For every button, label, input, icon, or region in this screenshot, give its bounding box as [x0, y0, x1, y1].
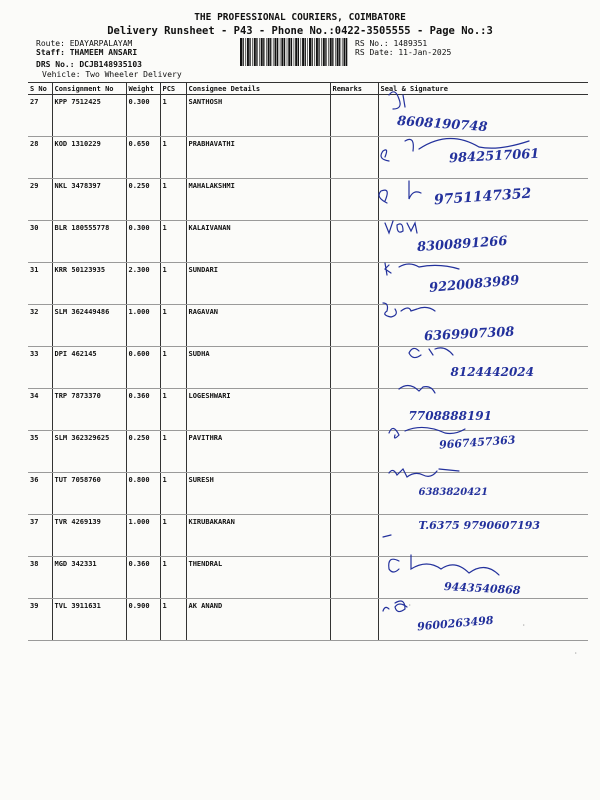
- cell-remarks: [330, 347, 378, 389]
- cell-pcs: 1: [160, 515, 186, 557]
- stray-mark: ·: [574, 650, 578, 657]
- cell-remarks: [330, 431, 378, 473]
- cell-pcs: 1: [160, 599, 186, 641]
- cell-sno: 34: [28, 389, 52, 431]
- cell-sno: 31: [28, 263, 52, 305]
- cell-consignment: TRP 7873370: [52, 389, 126, 431]
- cell-consignee: KIRUBAKARAN: [186, 515, 330, 557]
- cell-consignment: MGD 342331: [52, 557, 126, 599]
- cell-consignee: AK ANAND: [186, 599, 330, 641]
- cell-sno: 32: [28, 305, 52, 347]
- col-pcs: PCS: [160, 83, 186, 95]
- cell-weight: 0.650: [126, 137, 160, 179]
- signature-handwritten-number: 9443540868: [443, 580, 521, 597]
- cell-consignee: PRABHAVATHI: [186, 137, 330, 179]
- cell-remarks: [330, 263, 378, 305]
- col-consignee: Consignee Details: [186, 83, 330, 95]
- table-row: [28, 599, 588, 641]
- cell-weight: 0.600: [126, 347, 160, 389]
- signature-handwritten-number: 9220083989: [428, 273, 520, 296]
- cell-weight: 1.000: [126, 305, 160, 347]
- cell-pcs: 1: [160, 347, 186, 389]
- signature-handwritten-number: 9842517061: [448, 146, 540, 167]
- cell-consignment: BLR 180555778: [52, 221, 126, 263]
- cell-consignee: RAGAVAN: [186, 305, 330, 347]
- vehicle-label: Vehicle: Two Wheeler Delivery: [42, 70, 182, 79]
- cell-weight: 2.300: [126, 263, 160, 305]
- col-remarks: Remarks: [330, 83, 378, 95]
- cell-remarks: [330, 473, 378, 515]
- cell-sno: 35: [28, 431, 52, 473]
- cell-remarks: [330, 305, 378, 347]
- cell-consignment: DPI 462145: [52, 347, 126, 389]
- delivery-table: [28, 82, 588, 641]
- cell-consignee: THENDRAL: [186, 557, 330, 599]
- signature-handwritten-number: 8608190748: [396, 113, 488, 136]
- signature-handwritten-number: T.6375 9790607193: [418, 519, 541, 532]
- cell-consignee: SUNDARI: [186, 263, 330, 305]
- cell-pcs: 1: [160, 389, 186, 431]
- signature-handwritten-number: 6369907308: [423, 324, 515, 345]
- rs-date: RS Date: 11-Jan-2025: [355, 48, 452, 57]
- signature-handwritten-number: 6383820421: [418, 487, 489, 498]
- cell-remarks: [330, 179, 378, 221]
- staff-label: Staff:: [36, 48, 65, 57]
- cell-sno: 39: [28, 599, 52, 641]
- cell-remarks: [330, 599, 378, 641]
- cell-consignee: PAVITHRA: [186, 431, 330, 473]
- cell-sno: 29: [28, 179, 52, 221]
- col-consignment: Consignment No: [52, 83, 126, 95]
- company-name: THE PROFESSIONAL COURIERS, COIMBATORE: [194, 12, 406, 23]
- runsheet-title: Delivery Runsheet - P43 - Phone No.:0422-3505555 - Page No.:3: [107, 25, 493, 37]
- cell-weight: 0.800: [126, 473, 160, 515]
- cell-consignment: KRR 50123935: [52, 263, 126, 305]
- drs-value: DCJB148935103: [79, 60, 142, 69]
- cell-consignee: SANTHOSH: [186, 95, 330, 137]
- cell-sno: 33: [28, 347, 52, 389]
- barcode-icon: [240, 38, 348, 66]
- cell-weight: 0.900: [126, 599, 160, 641]
- rs-number: RS No.: 1489351: [355, 39, 428, 48]
- signature-handwritten-number: 9667457363: [438, 433, 516, 452]
- cell-consignment: TUT 7058760: [52, 473, 126, 515]
- cell-pcs: 1: [160, 557, 186, 599]
- cell-weight: 0.360: [126, 557, 160, 599]
- cell-consignee: MAHALAKSHMI: [186, 179, 330, 221]
- cell-sno: 30: [28, 221, 52, 263]
- cell-weight: 0.250: [126, 179, 160, 221]
- route-label: Route: EDAYARPALAYAM: [36, 39, 133, 48]
- cell-weight: 0.300: [126, 221, 160, 263]
- signature-handwritten-number: 7708888191: [408, 409, 492, 423]
- cell-weight: 0.250: [126, 431, 160, 473]
- staff-line: [36, 48, 137, 57]
- signature-handwritten-number: 8300891266: [416, 233, 508, 256]
- cell-pcs: 1: [160, 95, 186, 137]
- cell-pcs: 1: [160, 221, 186, 263]
- cell-consignee: SUDHA: [186, 347, 330, 389]
- cell-pcs: 1: [160, 179, 186, 221]
- cell-pcs: 1: [160, 473, 186, 515]
- cell-remarks: [330, 221, 378, 263]
- cell-remarks: [330, 557, 378, 599]
- drs-label: DRS No.:: [36, 60, 75, 69]
- cell-remarks: [330, 95, 378, 137]
- cell-consignment: SLM 362449486: [52, 305, 126, 347]
- cell-sno: 36: [28, 473, 52, 515]
- cell-weight: 0.300: [126, 95, 160, 137]
- cell-sno: 38: [28, 557, 52, 599]
- cell-consignment: TVL 3911631: [52, 599, 126, 641]
- cell-remarks: [330, 137, 378, 179]
- cell-remarks: [330, 515, 378, 557]
- cell-pcs: 1: [160, 137, 186, 179]
- col-signature: Seal & Signature: [378, 83, 588, 95]
- col-sno: S No: [28, 83, 52, 95]
- staff-value: THAMEEM ANSARI: [69, 48, 138, 57]
- cell-consignee: LOGESHWARI: [186, 389, 330, 431]
- cell-pcs: 1: [160, 431, 186, 473]
- cell-consignee: SURESH: [186, 473, 330, 515]
- cell-sno: 28: [28, 137, 52, 179]
- cell-consignment: TVR 4269139: [52, 515, 126, 557]
- cell-sno: 27: [28, 95, 52, 137]
- signature-handwritten-number: 9751147352: [433, 185, 532, 209]
- signature-handwritten-number: 8124442024: [450, 365, 534, 379]
- cell-pcs: 1: [160, 263, 186, 305]
- cell-weight: 0.360: [126, 389, 160, 431]
- signature-handwritten-number: 9600263498: [416, 613, 494, 634]
- drs-line: [36, 60, 142, 69]
- cell-weight: 1.000: [126, 515, 160, 557]
- cell-pcs: 1: [160, 305, 186, 347]
- cell-consignee: KALAIVANAN: [186, 221, 330, 263]
- cell-consignment: KPP 7512425: [52, 95, 126, 137]
- stray-mark: ·: [522, 622, 526, 629]
- col-weight: Weight: [126, 83, 160, 95]
- cell-consignment: KOD 1310229: [52, 137, 126, 179]
- stray-mark: ·: [408, 602, 412, 609]
- cell-remarks: [330, 389, 378, 431]
- cell-sno: 37: [28, 515, 52, 557]
- cell-consignment: SLM 362329625: [52, 431, 126, 473]
- cell-consignment: NKL 3478397: [52, 179, 126, 221]
